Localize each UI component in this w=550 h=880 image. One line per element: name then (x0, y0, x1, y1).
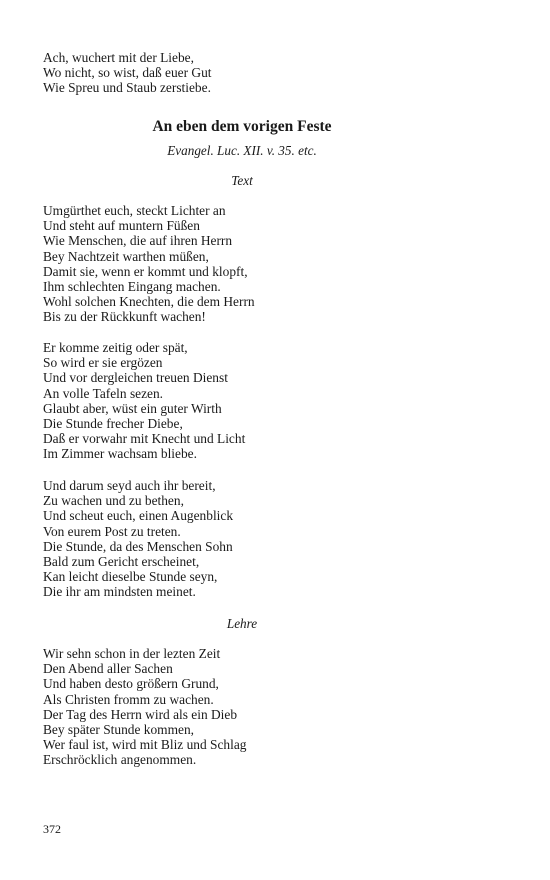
verse-line: Den Abend aller Sachen (43, 661, 173, 677)
verse-line: Und haben desto größern Grund, (43, 676, 219, 692)
verse-line: Der Tag des Herrn wird als ein Dieb (43, 706, 238, 722)
verse-line: Wie Spreu und Staub zerstiebe. (43, 80, 211, 96)
verse-line: Wir sehn schon in der lezten Zeit (43, 646, 221, 661)
verse-line: Die ihr am mindsten meinet. (43, 584, 196, 600)
verse-line: Wer faul ist, wird mit Bliz und Schlag (43, 737, 247, 753)
verse-line: Und darum seyd auch ihr bereit, (43, 478, 216, 493)
text-stanza-2 (43, 340, 513, 462)
lehre-stanza (43, 646, 513, 768)
verse-line: Erschröcklich angenommen. (43, 752, 197, 768)
verse-line: Bey Nachtzeit warthen müßen, (43, 248, 209, 264)
verse-line: Bey später Stunde kommen, (43, 721, 194, 737)
verse-line: Und scheut euch, einen Augenblick (43, 508, 234, 524)
verse-line: Er komme zeitig oder spät, (43, 340, 188, 355)
verse-line: Bis zu der Rückkunft wachen! (43, 309, 206, 325)
verse-line: Damit sie, wenn er kommt und klopft, (43, 263, 248, 279)
text-stanza-3 (43, 478, 513, 600)
verse-line: Die Stunde frecher Diebe, (43, 415, 183, 431)
verse-line: Und steht auf muntern Füßen (43, 218, 200, 234)
verse-line: Umgürthet euch, steckt Lichter an (43, 203, 226, 218)
verse-line: Die Stunde, da des Menschen Sohn (43, 538, 233, 554)
top-stanza (43, 50, 513, 96)
verse-line: Und vor dergleichen treuen Dienst (43, 370, 228, 386)
verse-line: Wie Menschen, die auf ihren Herrn (43, 233, 233, 249)
verse-line: Wo nicht, so wist, daß euer Gut (43, 65, 212, 81)
section-subtitle: Evangel. Luc. XII. v. 35. etc. (167, 143, 317, 158)
verse-line: Kan leicht dieselbe Stunde seyn, (43, 569, 218, 585)
verse-line: Zu wachen und zu bethen, (43, 493, 184, 509)
verse-line: Daß er vorwahr mit Knecht und Licht (43, 431, 246, 447)
verse-line: So wird er sie ergözen (43, 355, 163, 371)
verse-line: Im Zimmer wachsam bliebe. (43, 446, 197, 462)
text-label: Text (231, 173, 253, 188)
verse-line: Als Christen fromm zu wachen. (43, 691, 214, 707)
verse-line: An volle Tafeln sezen. (43, 385, 164, 401)
lehre-label: Lehre (226, 616, 258, 631)
verse-line: Wohl solchen Knechten, die dem Herrn (43, 294, 255, 310)
verse-line: Bald zum Gericht erscheinet, (43, 553, 200, 569)
section-title: An eben dem vorigen Feste (152, 118, 332, 135)
verse-line: Ach, wuchert mit der Liebe, (43, 50, 194, 65)
verse-line: Von eurem Post zu treten. (43, 523, 181, 539)
verse-line: Ihm schlechten Eingang machen. (43, 278, 221, 294)
text-stanza-1 (43, 203, 513, 325)
page-number: 372 (43, 822, 61, 836)
verse-line: Glaubt aber, wüst ein guter Wirth (43, 400, 222, 416)
